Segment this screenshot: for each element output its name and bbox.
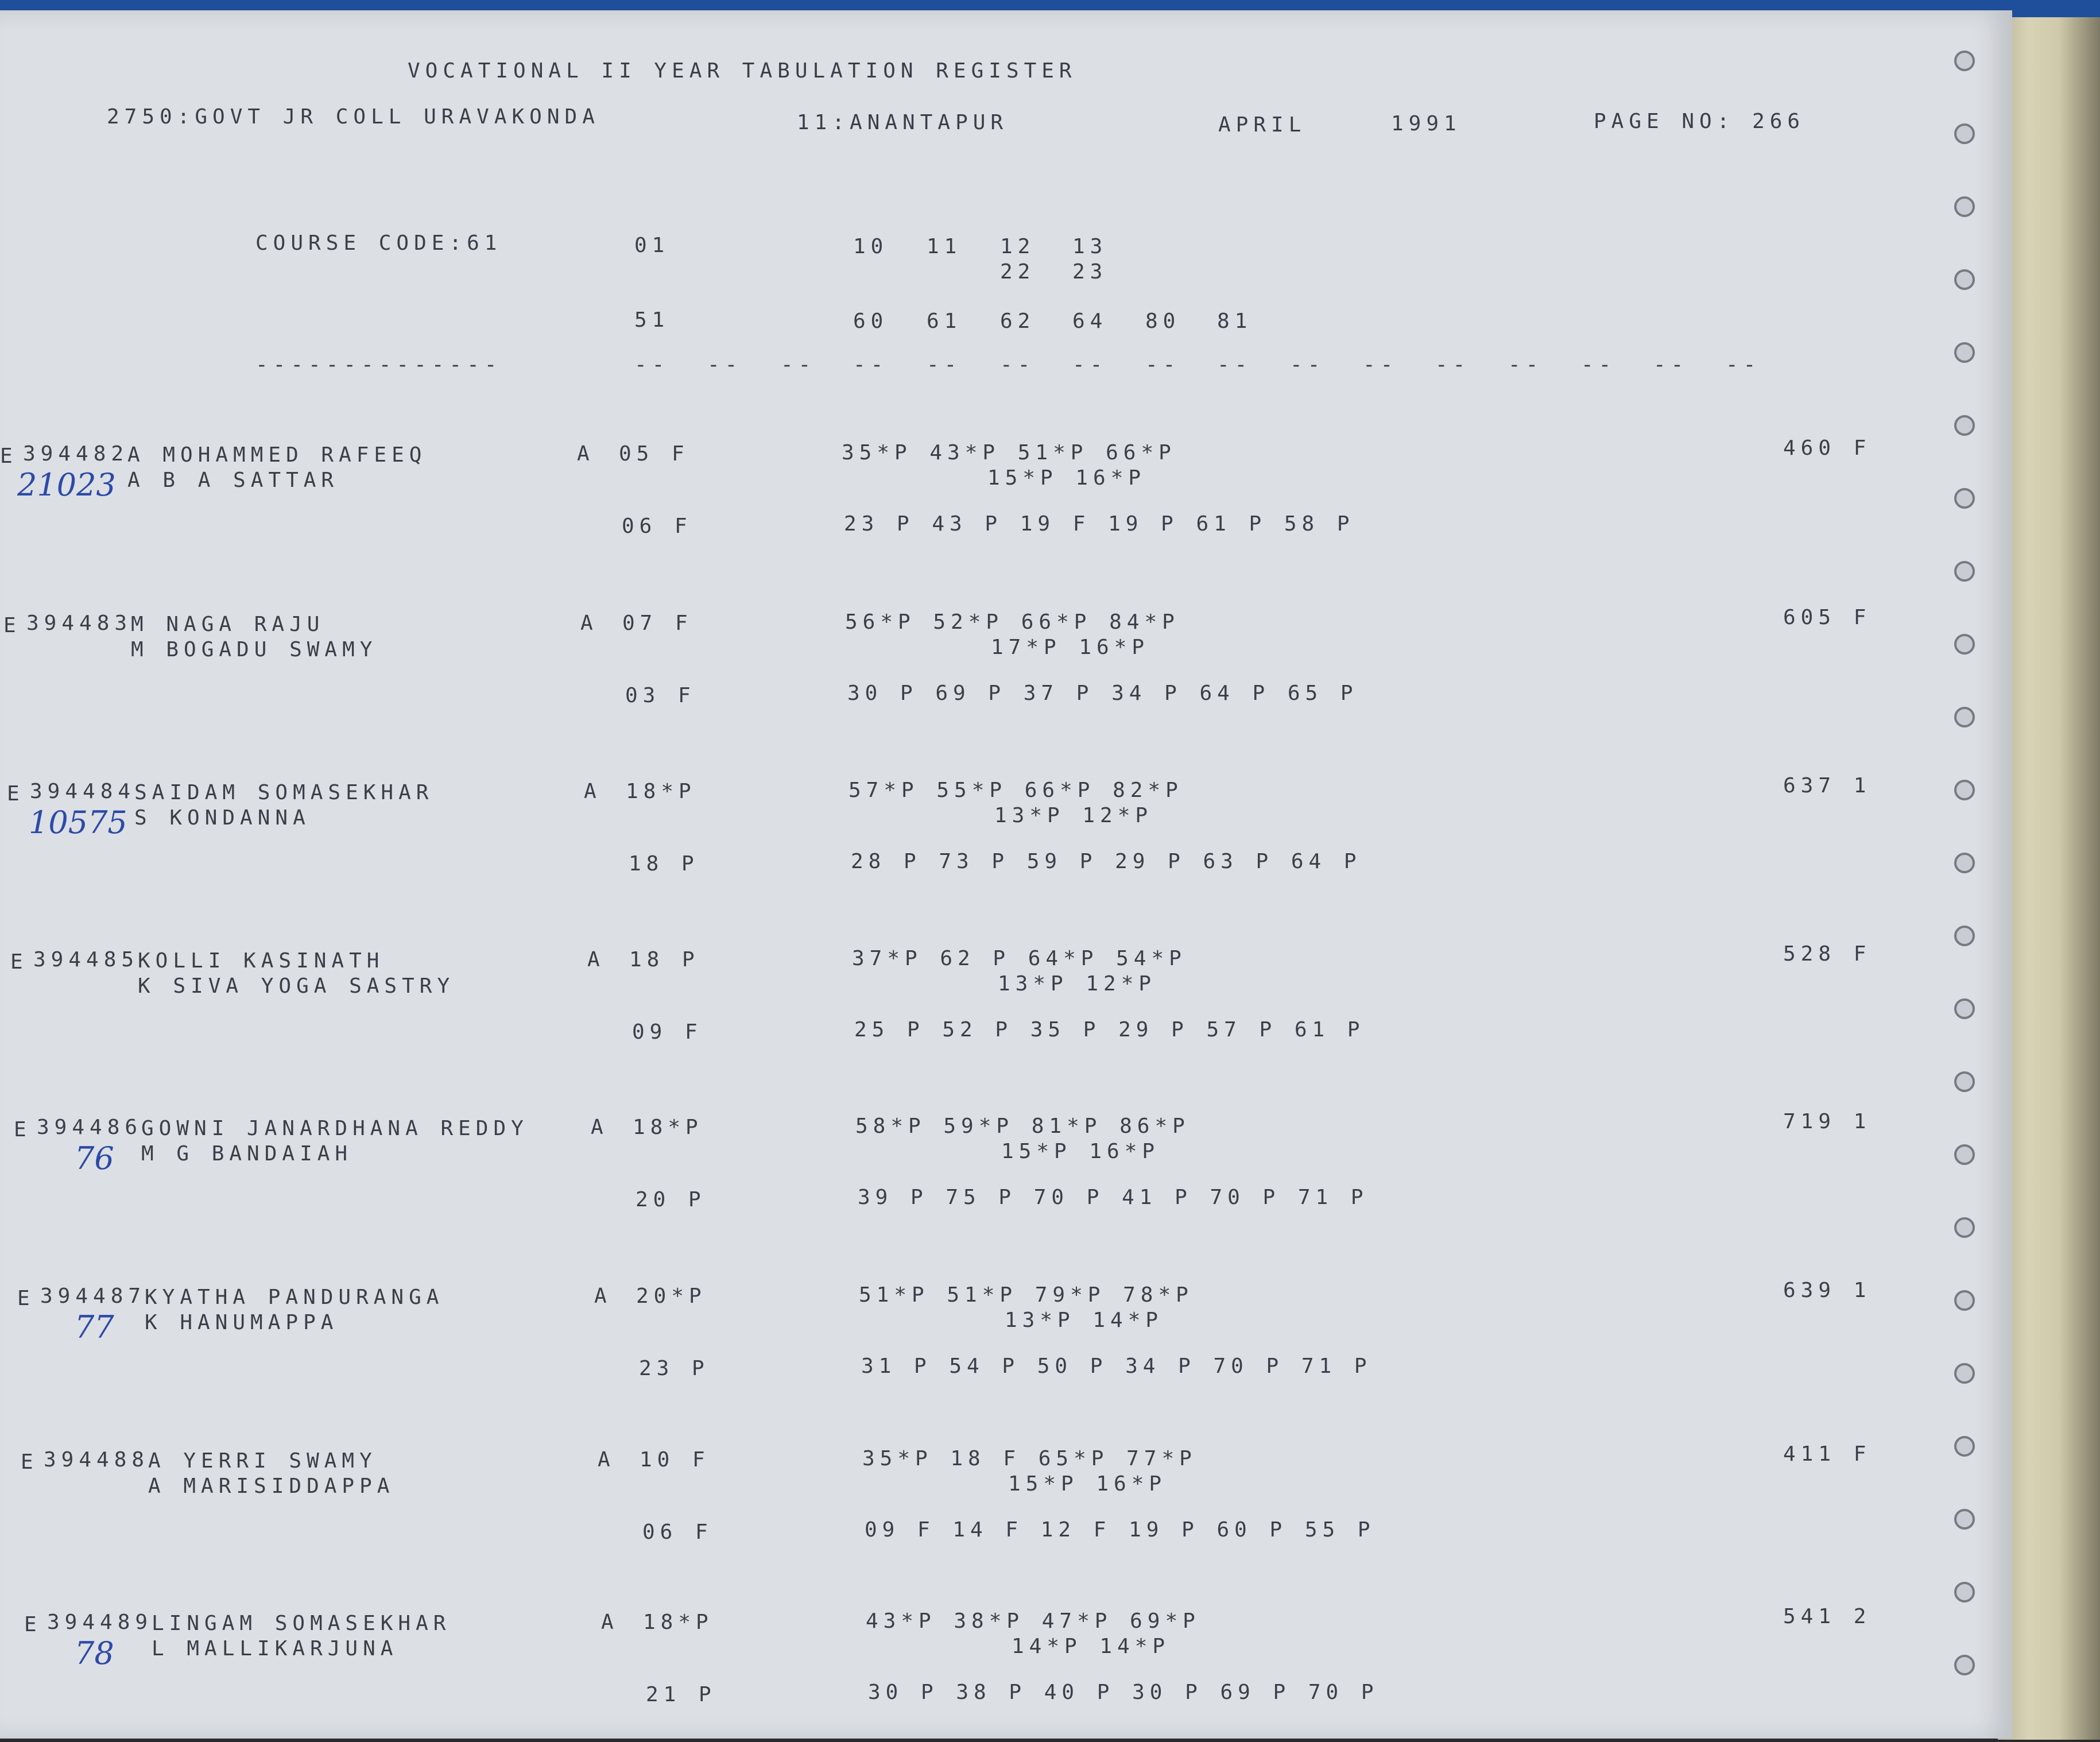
marks-line-2: 15*P 16*P [1008,1472,1167,1496]
separator-dash: -- [1653,353,1689,377]
total-result: 639 1 [1783,1279,1872,1302]
binder-hole [1954,488,1975,509]
handwritten-annotation: 78 [75,1635,114,1671]
binder-hole [1954,196,1975,217]
binder-hole [1954,1363,1975,1384]
code-10: 10 [853,235,889,258]
record-prefix: E [24,1613,42,1636]
binder-hole [1954,1655,1975,1675]
marks-line-1: 58*P 59*P 81*P 86*P [855,1114,1190,1138]
separator-dash: -- [634,353,670,377]
binder-hole [1954,1509,1975,1530]
student-name: SAIDAM SOMASEKHAR [134,781,434,804]
parent-name: M G BANDAIAH [141,1142,353,1166]
parent-name: K SIVA YOGA SASTRY [138,974,455,998]
handwritten-annotation: 77 [75,1309,114,1345]
college-name: 2750:GOVT JR COLL URAVAKONDA [107,105,600,129]
marks-line-1: 37*P 62 P 64*P 54*P [852,947,1187,970]
student-name: KYATHA PANDURANGA [145,1286,444,1309]
code-80: 80 [1145,309,1181,333]
subject-mark-1: 10 F [640,1448,710,1472]
exam-month: APRIL [1218,113,1307,137]
separator-dash: -- [781,353,816,377]
grade-code: A [587,948,605,971]
separator-dash: -- [1290,353,1326,377]
grade-code: A [591,1116,609,1139]
subject-mark-1: 18*P [643,1611,714,1634]
total-result: 460 F [1783,436,1872,460]
student-name: A MOHAMMED RAFEEQ [127,443,427,467]
code-13: 13 [1072,235,1108,258]
separator-dash: -- [1363,353,1398,377]
code-51: 51 [634,308,670,332]
subject-mark-1: 18*P [633,1116,703,1139]
code-22: 22 [1000,260,1036,284]
student-number: 394482 [23,442,129,466]
student-number: 394488 [44,1448,150,1472]
binder-hole [1954,51,1975,71]
marks-line-2: 15*P 16*P [1001,1140,1160,1163]
code-60: 60 [853,309,889,333]
marks-line-1: 57*P 55*P 66*P 82*P [848,779,1183,802]
code-81: 81 [1217,309,1253,333]
student-number: 394487 [40,1284,146,1308]
handwritten-annotation: 76 [75,1140,114,1176]
separator-dash: -- [1435,353,1471,377]
code-62: 62 [1000,309,1036,333]
record-prefix: E [21,1450,38,1474]
marks-line-3: 28 P 73 P 59 P 29 P 63 P 64 P [851,850,1362,873]
marks-line-3: 31 P 54 P 50 P 34 P 70 P 71 P [861,1354,1372,1378]
exam-year: 1991 [1391,112,1462,136]
student-number: 394484 [30,780,136,803]
code-61: 61 [927,309,962,333]
binder-hole [1954,1144,1975,1165]
subject-mark-2: 03 F [625,684,696,707]
student-name: A YERRI SWAMY [148,1449,377,1473]
marks-line-2: 13*P 12*P [998,972,1157,996]
binder-hole [1954,561,1975,582]
handwritten-annotation: 10575 [29,804,127,841]
separator-dash: -- [707,353,743,377]
subject-mark-1: 05 F [619,442,689,466]
record-prefix: E [3,614,21,637]
binder-hole [1954,1582,1975,1602]
student-number: 394489 [47,1611,153,1634]
binder-hole [1954,634,1975,655]
register-title: VOCATIONAL II YEAR TABULATION REGISTER [408,59,1077,83]
subject-mark-2: 18 P [629,852,699,876]
marks-line-2: 14*P 14*P [1012,1635,1171,1658]
subject-mark-2: 23 P [639,1357,710,1380]
binder-hole [1954,269,1975,290]
marks-line-2: 13*P 14*P [1005,1309,1164,1332]
binder-hole [1954,780,1975,800]
binder-hole [1954,1290,1975,1311]
marks-line-3: 23 P 43 P 19 F 19 P 61 P 58 P [844,512,1355,536]
parent-name: M BOGADU SWAMY [131,638,378,661]
binder-hole [1954,1071,1975,1092]
code-11: 11 [927,235,962,258]
code-23: 23 [1072,260,1108,284]
student-name: KOLLI KASINATH [138,949,385,973]
subject-mark-2: 20 P [636,1188,706,1211]
district-name: 11:ANANTAPUR [797,111,1009,134]
subject-mark-2: 21 P [646,1683,716,1706]
student-number: 394483 [26,611,133,635]
binder-hole [1954,1217,1975,1238]
separator-dash: -- [853,353,889,377]
book-binding [1998,17,2100,1740]
marks-line-1: 43*P 38*P 47*P 69*P [866,1609,1200,1633]
student-number: 394486 [37,1116,143,1139]
course-code: COURSE CODE:61 [255,231,502,255]
parent-name: L MALLIKARJUNA [152,1637,398,1660]
marks-line-2: 17*P 16*P [991,636,1150,659]
student-name: GOWNI JANARDHANA REDDY [141,1117,529,1140]
separator-long: -------------- [255,353,502,377]
record-prefix: E [0,444,18,468]
grade-code: A [580,611,598,635]
subject-mark-2: 06 F [642,1520,713,1544]
subject-mark-1: 07 F [622,611,693,635]
student-number: 394485 [33,948,140,971]
grade-code: A [601,1611,619,1634]
record-prefix: E [7,782,25,806]
separator-dash: -- [1000,353,1036,377]
marks-line-2: 13*P 12*P [994,804,1153,827]
separator-dash: -- [1581,353,1617,377]
marks-line-3: 25 P 52 P 35 P 29 P 57 P 61 P [854,1018,1365,1042]
handwritten-annotation: 21023 [17,467,116,503]
parent-name: S KONDANNA [134,806,311,830]
marks-line-1: 35*P 43*P 51*P 66*P [842,441,1176,464]
code-12: 12 [1000,235,1036,258]
binder-hole [1954,342,1975,363]
marks-line-1: 56*P 52*P 66*P 84*P [845,610,1180,634]
subject-mark-2: 06 F [622,514,692,538]
parent-name: A B A SATTAR [127,469,339,492]
record-prefix: E [10,950,28,974]
binder-hole [1954,123,1975,144]
code-01: 01 [634,234,670,257]
marks-line-3: 30 P 69 P 37 P 34 P 64 P 65 P [847,682,1358,705]
total-result: 637 1 [1783,774,1872,798]
marks-line-1: 35*P 18 F 65*P 77*P [862,1447,1197,1470]
subject-mark-1: 18 P [629,948,700,971]
separator-dash: -- [1072,353,1108,377]
binder-hole [1954,415,1975,436]
marks-line-2: 15*P 16*P [987,466,1146,490]
total-result: 719 1 [1783,1110,1872,1133]
binder-hole [1954,1436,1975,1457]
record-prefix: E [14,1118,32,1141]
binder-hole [1954,707,1975,727]
total-result: 541 2 [1783,1605,1872,1628]
parent-name: A MARISIDDAPPA [148,1474,395,1498]
marks-line-1: 51*P 51*P 79*P 78*P [859,1283,1194,1307]
subject-mark-1: 18*P [626,780,696,803]
total-result: 411 F [1783,1442,1872,1466]
grade-code: A [594,1284,612,1308]
binder-hole [1954,998,1975,1019]
record-prefix: E [17,1287,35,1310]
subject-mark-1: 20*P [636,1284,707,1308]
separator-dash: -- [1508,353,1544,377]
grade-code: A [584,780,602,803]
marks-line-3: 39 P 75 P 70 P 41 P 70 P 71 P [858,1186,1369,1209]
grade-code: A [577,442,595,466]
student-name: M NAGA RAJU [131,613,325,636]
page-number: PAGE NO: 266 [1594,110,1805,133]
marks-line-3: 30 P 38 P 40 P 30 P 69 P 70 P [868,1681,1379,1704]
separator-dash: -- [1217,353,1253,377]
binder-hole [1954,926,1975,946]
separator-dash: -- [927,353,962,377]
code-64: 64 [1072,309,1108,333]
marks-line-3: 09 F 14 F 12 F 19 P 60 P 55 P [865,1518,1376,1542]
total-result: 605 F [1783,606,1872,629]
grade-code: A [598,1448,615,1472]
parent-name: K HANUMAPPA [145,1311,339,1334]
separator-dash: -- [1145,353,1181,377]
register-page [0,10,2012,1739]
subject-mark-2: 09 F [632,1020,703,1044]
student-name: LINGAM SOMASEKHAR [152,1612,451,1635]
binder-hole [1954,853,1975,873]
total-result: 528 F [1783,942,1872,966]
separator-dash: -- [1726,353,1761,377]
